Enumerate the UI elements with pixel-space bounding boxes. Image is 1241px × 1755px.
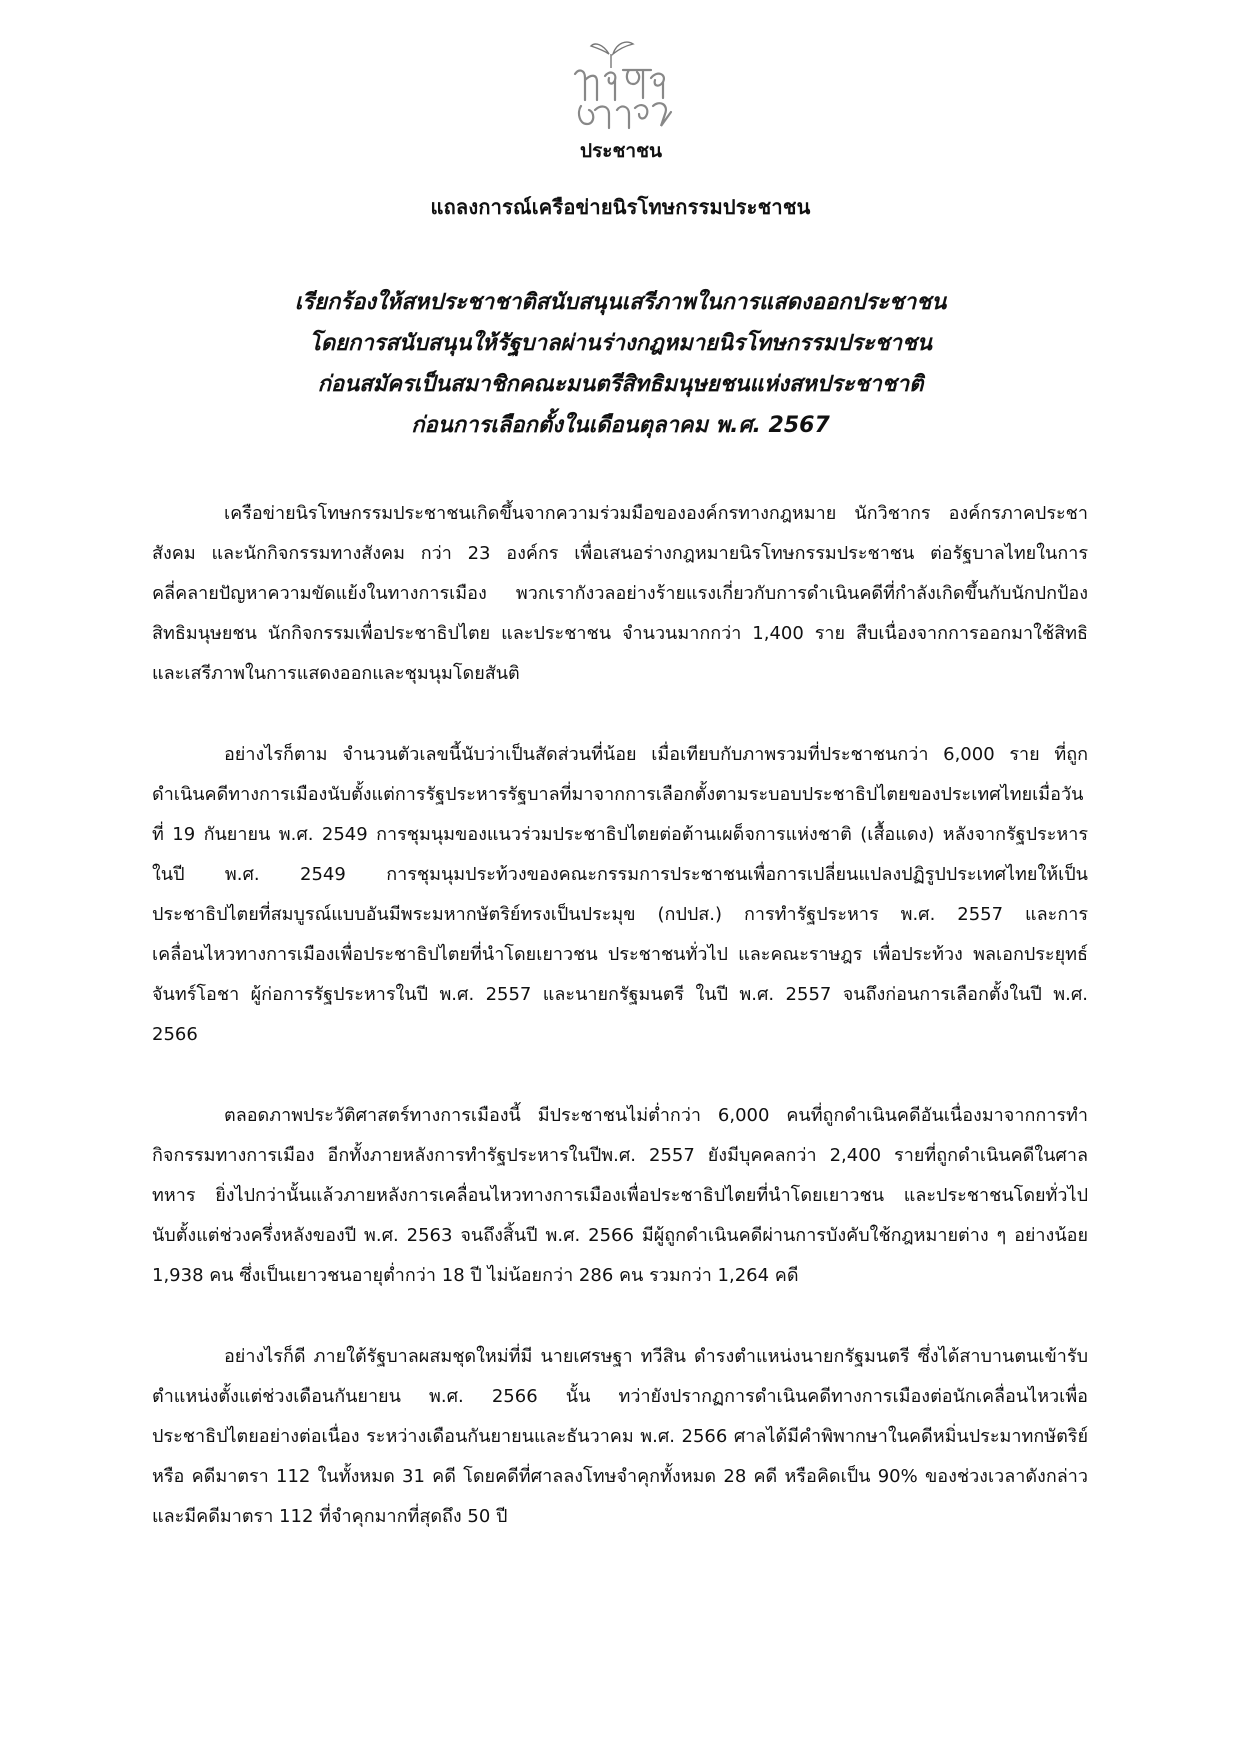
- headline-line-4: ก่อนการเลือกตั้งในเดือนตุลาคม พ.ศ. 2567: [411, 413, 830, 438]
- headline-line-1: เรียกร้องให้สหประชาชาติสนับสนุนเสรีภาพในการแสดงออกประชาชน: [294, 290, 947, 315]
- statement-org-title: แถลงการณ์เครือข่ายนิรโทษกรรมประชาชน: [430, 195, 811, 219]
- body-paragraph-3: ตลอดภาพประวัติศาสตร์ทางการเมืองนี้ มีประชาชนไม่ต่ำกว่า 6,000 คนที่ถูกดำเนินคดีอันเนื่องมาจากการทำกิจกรรมทางการเมือง อีกทั้งภายหลังการทำรัฐประหารในปีพ.ศ. 2557 ยังมีบุคคลกว่า 2,400 รายที่ถูกดำเนินคดีในศาลทหาร ยิ่งไปกว่านั้นแล้วภายหลังการเคลื่อนไหวทางการเมืองเพื่อประชาธิปไตยที่นำโดยเยาวชน และประชาชนโดยทั่วไป นับตั้งแต่ช่วงครึ่งหลังของปี พ.ศ. 2563 จนถึงสิ้นปี พ.ศ. 2566 มีผู้ถูกดำเนินคดีผ่านการบังคับใช้กฎหมายต่าง ๆ อย่างน้อย 1,938 คน ซึ่งเป็นเยาวชนอายุต่ำกว่า 18 ปี ไม่น้อยกว่า 286 คน รวมกว่า 1,264 คดี: [152, 1105, 1088, 1286]
- body-paragraph-2: อย่างไรก็ตาม จำนวนตัวเลขนี้นับว่าเป็นสัดส่วนที่น้อย เมื่อเทียบกับภาพรวมที่ประชาชนกว่า 6,000 ราย ที่ถูกดำเนินคดีทางการเมืองนับตั้งแต่การรัฐประหารรัฐบาลที่มาจากการเลือกตั้งตามระบอบประชาธิปไตยของประเทศไทยเมื่อวันที่ 19 กันยายน พ.ศ. 2549 การชุมนุมของแนวร่วมประชาธิปไตยต่อต้านเผด็จการแห่งชาติ (เสื้อแดง) หลังจากรัฐประหารในปี พ.ศ. 2549 การชุมนุมประท้วงของคณะกรรมการประชาชนเพื่อการเปลี่ยนแปลงปฏิรูปประเทศไทยให้เป็นประชาธิปไตยที่สมบูรณ์แบบอันมีพระมหากษัตริย์ทรงเป็นประมุข (กปปส.) การทำรัฐประหาร พ.ศ. 2557 และการเคลื่อนไหวทางการเมืองเพื่อประชาธิปไตยที่นำโดยเยาวชน ประชาชนทั่วไป และคณะราษฎร เพื่อประท้วง พลเอกประยุทธ์ จันทร์โอชา ผู้ก่อการรัฐประหารในปี พ.ศ. 2557 และนายกรัฐมนตรี ในปี พ.ศ. 2557 จนถึงก่อนการเลือกตั้งในปี พ.ศ. 2566: [152, 744, 1088, 1045]
- body-paragraph-1: เครือข่ายนิรโทษกรรมประชาชนเกิดขึ้นจากความร่วมมือขององค์กรทางกฎหมาย นักวิชากร องค์กรภาคประชาสังคม และนักกิจกรรมทางสังคม กว่า 23 องค์กร เพื่อเสนอร่างกฎหมายนิรโทษกรรมประชาชน ต่อรัฐบาลไทยในการคลี่คลายปัญหาความขัดแย้งในทางการเมือง พวกเรากังวลอย่างร้ายแรงเกี่ยวกับการดำเนินคดีที่กำลังเกิดขึ้นกับนักปกป้องสิทธิมนุษยชน นักกิจกรรมเพื่อประชาธิปไตย และประชาชน จำนวนมากกว่า 1,400 ราย สืบเนื่องจากการออกมาใช้สิทธิและเสรีภาพในการแสดงออกและชุมนุมโดยสันติ: [152, 503, 1088, 684]
- statement-headline: [150, 282, 1091, 446]
- logo-label: ประชาชน: [580, 140, 662, 162]
- headline-line-2: โดยการสนับสนุนให้รัฐบาลผ่านร่างกฎหมายนิรโทษกรรมประชาชน: [309, 331, 932, 356]
- amnesty-network-logo: [551, 40, 691, 165]
- headline-line-3: ก่อนสมัครเป็นสมาชิกคณะมนตรีสิทธิมนุษยชนแห่งสหประชาชาติ: [317, 372, 924, 397]
- statement-body: [152, 494, 1088, 1578]
- body-paragraph-4: อย่างไรก็ดี ภายใต้รัฐบาลผสมชุดใหม่ที่มี นายเศรษฐา ทวีสิน ดำรงตำแหน่งนายกรัฐมนตรี ซึ่งได้สาบานตนเข้ารับตำแหน่งตั้งแต่ช่วงเดือนกันยายน พ.ศ. 2566 นั้น ทว่ายังปรากฏการดำเนินคดีทางการเมืองต่อนักเคลื่อนไหวเพื่อประชาธิปไตยอย่างต่อเนื่อง ระหว่างเดือนกันยายนและธันวาคม พ.ศ. 2566 ศาลได้มีคำพิพากษาในคดีหมิ่นประมาทกษัตริย์ หรือ คดีมาตรา 112 ในทั้งหมด 31 คดี โดยคดีที่ศาลลงโทษจำคุกทั้งหมด 28 คดี หรือคิดเป็น 90% ของช่วงเวลาดังกล่าว และมีคดีมาตรา 112 ที่จำคุกมากที่สุดถึง 50 ปี: [152, 1346, 1088, 1527]
